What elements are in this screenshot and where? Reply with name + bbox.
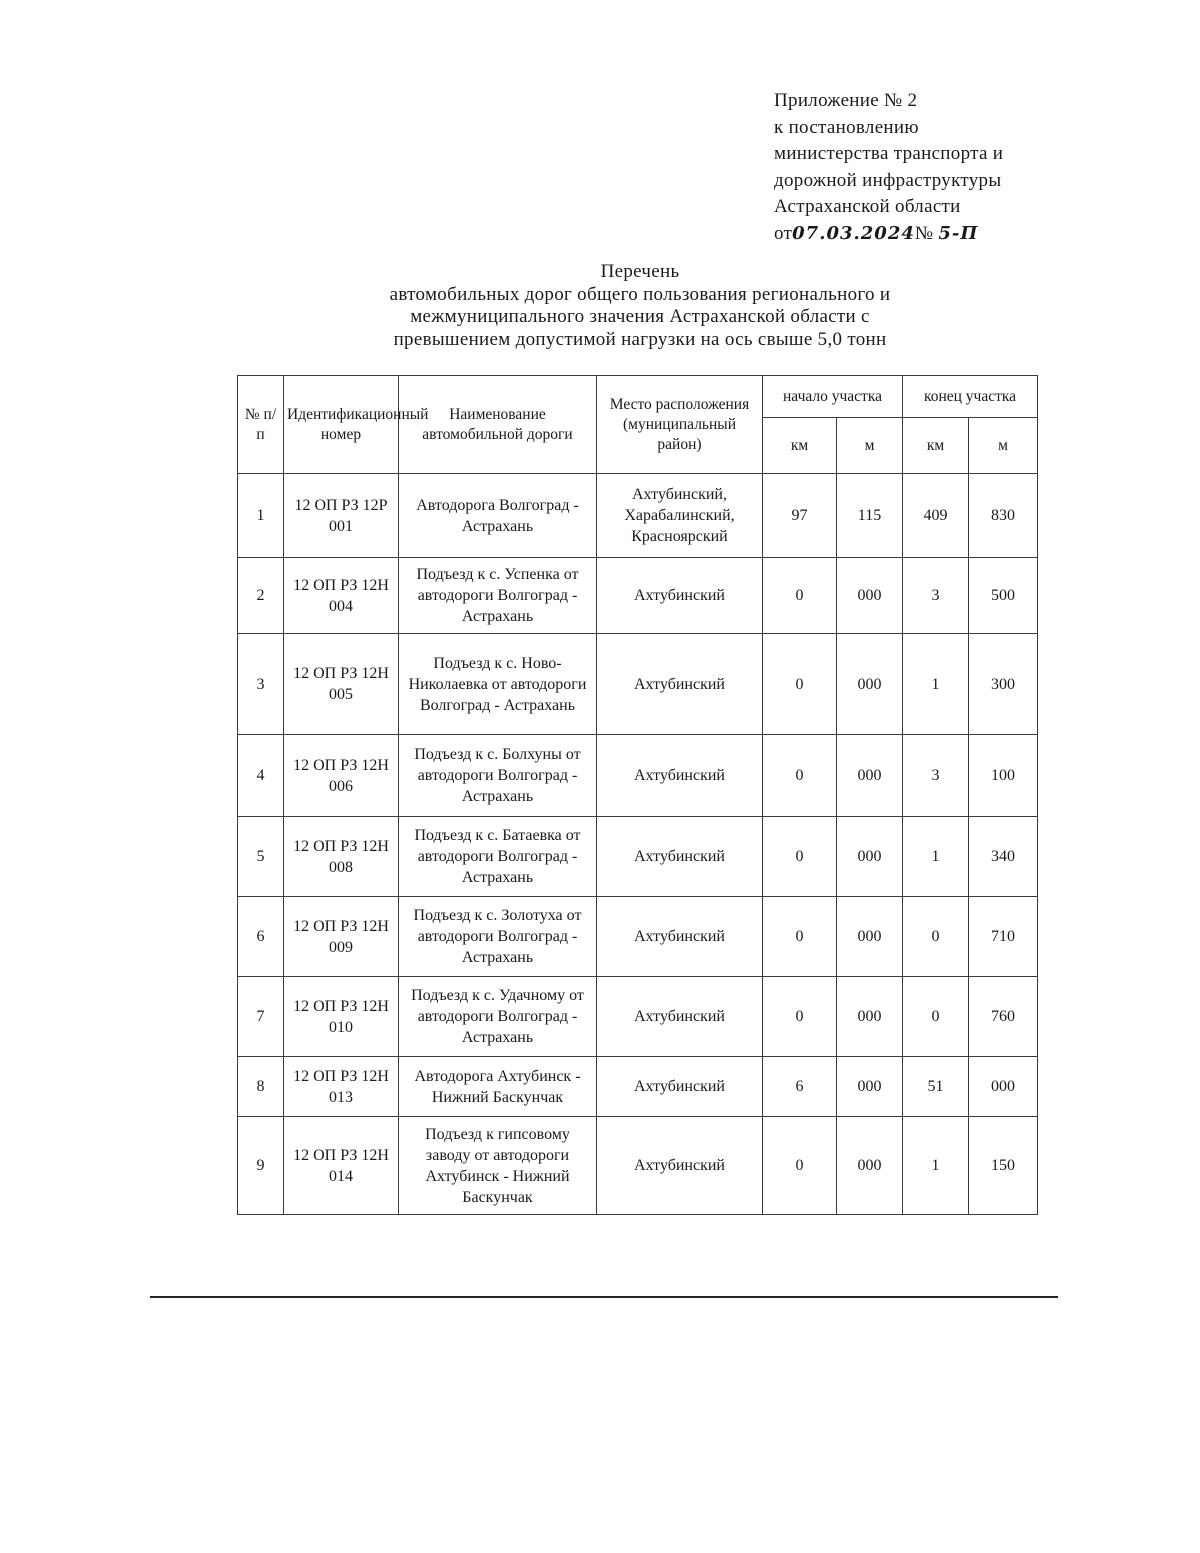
cell-start-m: 115 [837, 474, 903, 558]
cell-id: 12 ОП РЗ 12Р 001 [284, 474, 399, 558]
title-line: превышением допустимой нагрузки на ось свыше 5,0 тонн [393, 328, 887, 350]
header-start: начало участка [763, 376, 903, 418]
appendix-block [774, 88, 1064, 247]
cell-end-km: 0 [903, 977, 969, 1057]
cell-location: Ахтубинский [597, 1057, 763, 1117]
appendix-line: Приложение № 2 [774, 90, 918, 111]
cell-end-m: 710 [969, 897, 1038, 977]
cell-end-km: 0 [903, 897, 969, 977]
cell-start-km: 0 [763, 558, 837, 634]
cell-end-km: 3 [903, 735, 969, 817]
cell-end-m: 300 [969, 634, 1038, 735]
cell-start-m: 000 [837, 1117, 903, 1215]
cell-id: 12 ОП РЗ 12Н 006 [284, 735, 399, 817]
number-prefix: № [914, 222, 934, 244]
appendix-line: Астраханской области [774, 196, 961, 217]
cell-end-m: 830 [969, 474, 1038, 558]
cell-num: 5 [238, 817, 284, 897]
header-num: № п/п [238, 376, 284, 474]
cell-id: 12 ОП РЗ 12Н 009 [284, 897, 399, 977]
cell-id: 12 ОП РЗ 12Н 005 [284, 634, 399, 735]
title-line: автомобильных дорог общего пользования регионального и [389, 283, 891, 305]
cell-start-m: 000 [837, 1057, 903, 1117]
cell-id: 12 ОП РЗ 12Н 014 [284, 1117, 399, 1215]
table-row [238, 1057, 1038, 1117]
header-end-km: км [903, 418, 969, 474]
cell-name: Подъезд к с. Ново-Николаевка от автодороги Волгоград - Астрахань [399, 634, 597, 735]
appendix-date-line [774, 221, 1064, 248]
cell-location: Ахтубинский, Харабалинский, Красноярский [597, 474, 763, 558]
cell-id: 12 ОП РЗ 12Н 008 [284, 817, 399, 897]
title-line: межмуниципального значения Астраханской области с [410, 306, 870, 327]
cell-num: 9 [238, 1117, 284, 1215]
cell-location: Ахтубинский [597, 634, 763, 735]
title-line: Перечень [600, 261, 680, 282]
cell-name: Подъезд к с. Болхуны от автодороги Волгоград - Астрахань [399, 735, 597, 817]
cell-num: 2 [238, 558, 284, 634]
cell-end-m: 000 [969, 1057, 1038, 1117]
cell-name: Подъезд к гипсовому заводу от автодороги Ахтубинск - Нижний Баскунчак [399, 1117, 597, 1215]
header-id: Идентификационный номер [284, 376, 399, 474]
cell-location: Ахтубинский [597, 977, 763, 1057]
cell-location: Ахтубинский [597, 1117, 763, 1215]
cell-start-km: 6 [763, 1057, 837, 1117]
header-end: конец участка [903, 376, 1038, 418]
cell-start-km: 0 [763, 977, 837, 1057]
document-title [340, 261, 940, 351]
cell-end-m: 150 [969, 1117, 1038, 1215]
cell-start-km: 0 [763, 634, 837, 735]
cell-name: Подъезд к с. Успенка от автодороги Волгоград - Астрахань [399, 558, 597, 634]
appendix-line: к постановлению [774, 116, 919, 138]
cell-location: Ахтубинский [597, 558, 763, 634]
cell-end-km: 409 [903, 474, 969, 558]
table-row [238, 977, 1038, 1057]
cell-end-m: 340 [969, 817, 1038, 897]
handwritten-date: 07.03.2024 [792, 222, 915, 244]
cell-start-m: 000 [837, 634, 903, 735]
bottom-divider [150, 1296, 1058, 1298]
table-row [238, 1117, 1038, 1215]
header-location: Место расположения (муниципальный район) [597, 376, 763, 474]
cell-name: Подъезд к с. Батаевка от автодороги Волгоград - Астрахань [399, 817, 597, 897]
table-row [238, 735, 1038, 817]
cell-num: 1 [238, 474, 284, 558]
cell-end-km: 1 [903, 817, 969, 897]
cell-num: 6 [238, 897, 284, 977]
cell-start-km: 0 [763, 1117, 837, 1215]
table-row [238, 817, 1038, 897]
cell-end-km: 3 [903, 558, 969, 634]
handwritten-number: 5-П [938, 222, 979, 244]
appendix-line: дорожной инфраструктуры [774, 169, 1002, 191]
cell-end-m: 500 [969, 558, 1038, 634]
table-row [238, 474, 1038, 558]
header-start-m: м [837, 418, 903, 474]
cell-start-km: 0 [763, 817, 837, 897]
cell-num: 3 [238, 634, 284, 735]
cell-id: 12 ОП РЗ 12Н 010 [284, 977, 399, 1057]
cell-end-m: 760 [969, 977, 1038, 1057]
cell-name: Автодорога Волгоград - Астрахань [399, 474, 597, 558]
cell-num: 8 [238, 1057, 284, 1117]
table-row [238, 897, 1038, 977]
cell-location: Ахтубинский [597, 735, 763, 817]
cell-start-km: 0 [763, 735, 837, 817]
header-name: Наименование автомобильной дороги [399, 376, 597, 474]
cell-location: Ахтубинский [597, 897, 763, 977]
cell-name: Подъезд к с. Удачному от автодороги Волгоград - Астрахань [399, 977, 597, 1057]
cell-name: Автодорога Ахтубинск - Нижний Баскунчак [399, 1057, 597, 1117]
cell-num: 7 [238, 977, 284, 1057]
appendix-line: министерства транспорта и [774, 143, 1004, 164]
roads-table [237, 375, 1038, 1215]
header-end-m: м [969, 418, 1038, 474]
cell-start-m: 000 [837, 817, 903, 897]
cell-start-m: 000 [837, 977, 903, 1057]
cell-start-m: 000 [837, 558, 903, 634]
cell-start-km: 0 [763, 897, 837, 977]
cell-end-m: 100 [969, 735, 1038, 817]
table-row [238, 558, 1038, 634]
header-start-km: км [763, 418, 837, 474]
cell-num: 4 [238, 735, 284, 817]
cell-end-km: 1 [903, 1117, 969, 1215]
cell-start-km: 97 [763, 474, 837, 558]
cell-start-m: 000 [837, 735, 903, 817]
table-row [238, 634, 1038, 735]
cell-start-m: 000 [837, 897, 903, 977]
cell-id: 12 ОП РЗ 12Н 004 [284, 558, 399, 634]
cell-location: Ахтубинский [597, 817, 763, 897]
cell-end-km: 51 [903, 1057, 969, 1117]
date-prefix: от [774, 222, 793, 244]
cell-id: 12 ОП РЗ 12Н 013 [284, 1057, 399, 1117]
cell-name: Подъезд к с. Золотуха от автодороги Волгоград - Астрахань [399, 897, 597, 977]
cell-end-km: 1 [903, 634, 969, 735]
